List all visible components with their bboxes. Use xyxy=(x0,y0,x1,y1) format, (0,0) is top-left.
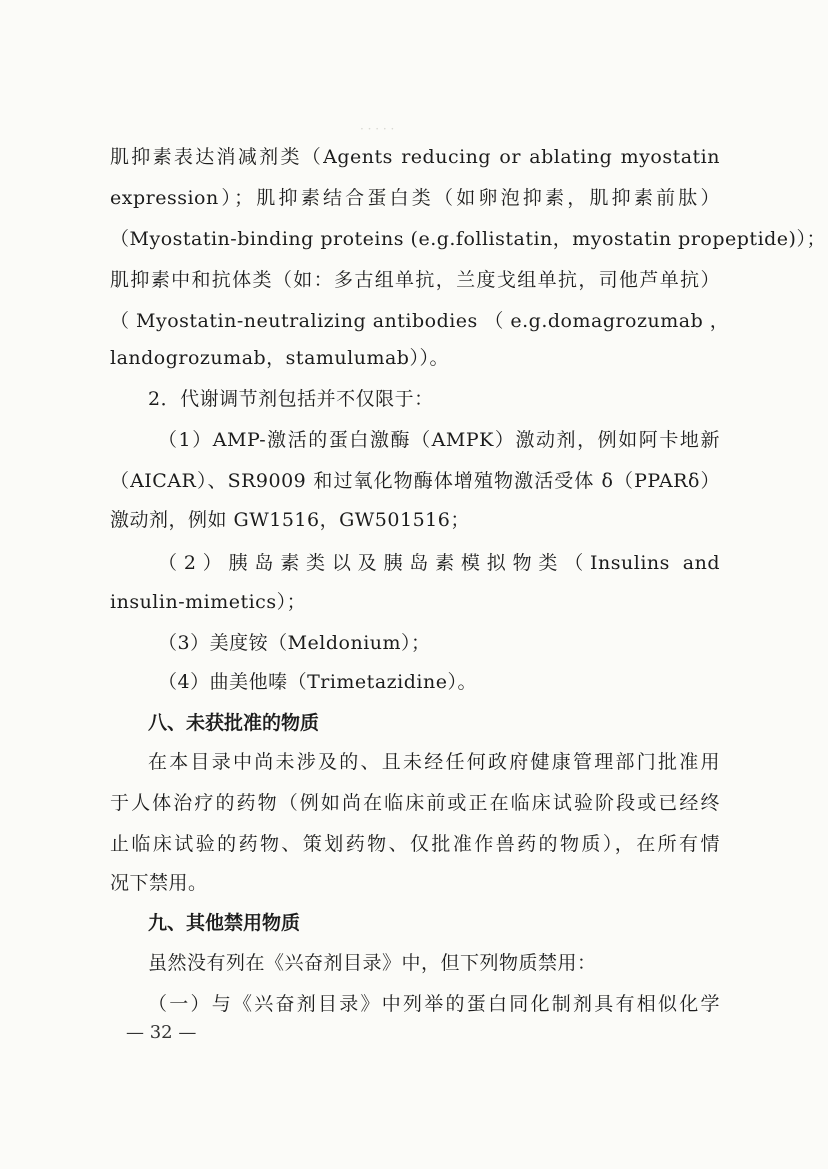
bleed-through-decoration: · · · · · xyxy=(360,122,395,136)
page-number: — 32 — xyxy=(126,1022,197,1043)
section-9-heading: 九、其他禁用物质 xyxy=(148,912,301,934)
section-8-line-4: 况下禁用。 xyxy=(110,872,208,894)
body-line-1: 肌抑素表达消减剂类（Agents reducing or ablating myostatin xyxy=(110,146,720,168)
section-9-line-2: （一）与《兴奋剂目录》中列举的蛋白同化制剂具有相似化学 xyxy=(148,993,720,1015)
section-8-line-1: 在本目录中尚未涉及的、且未经任何政府健康管理部门批准用 xyxy=(148,751,720,773)
body-line-3: （Myostatin-binding proteins (e.g.follistatin，myostatin propeptide)）； xyxy=(110,228,826,250)
body-line-6: landogrozumab，stamulumab））。 xyxy=(110,347,449,369)
item-2-1-line-2: （AICAR）、SR9009 和过氧化物酶体增殖物激活受体 δ（PPARδ） xyxy=(110,470,720,492)
section-8-line-2: 于人体治疗的药物（例如尚在临床前或正在临床试验阶段或已经终 xyxy=(110,792,720,814)
section-8-line-3: 止临床试验的药物、策划药物、仅批准作兽药的物质），在所有情 xyxy=(110,833,720,855)
body-line-4: 肌抑素中和抗体类（如：多古组单抗，兰度戈组单抗，司他芦单抗） xyxy=(110,269,720,291)
item-2-2-line-2: insulin-mimetics）； xyxy=(110,591,307,613)
body-line-2: expression）；肌抑素结合蛋白类（如卵泡抑素，肌抑素前肽） xyxy=(110,187,720,209)
item-2-1-line-1: （1）AMP-激活的蛋白激酶（AMPK）激动剂，例如阿卡地新 xyxy=(158,429,720,451)
item-2-4: （4）曲美他嗪（Trimetazidine）。 xyxy=(158,671,477,693)
body-line-5: （ Myostatin-neutralizing antibodies （ e.g.domagrozumab ， xyxy=(110,310,730,332)
item-2-heading: 2．代谢调节剂包括并不仅限于： xyxy=(148,388,434,410)
section-9-line-1: 虽然没有列在《兴奋剂目录》中，但下列物质禁用： xyxy=(148,952,597,974)
item-2-3: （3）美度铵（Meldonium）； xyxy=(158,632,431,654)
item-2-2-line-1: （2）胰岛素类以及胰岛素模拟物类（Insulins and xyxy=(158,552,720,574)
section-8-heading: 八、未获批准的物质 xyxy=(148,712,320,734)
item-2-1-line-3: 激动剂，例如 GW1516，GW501516； xyxy=(110,509,470,531)
